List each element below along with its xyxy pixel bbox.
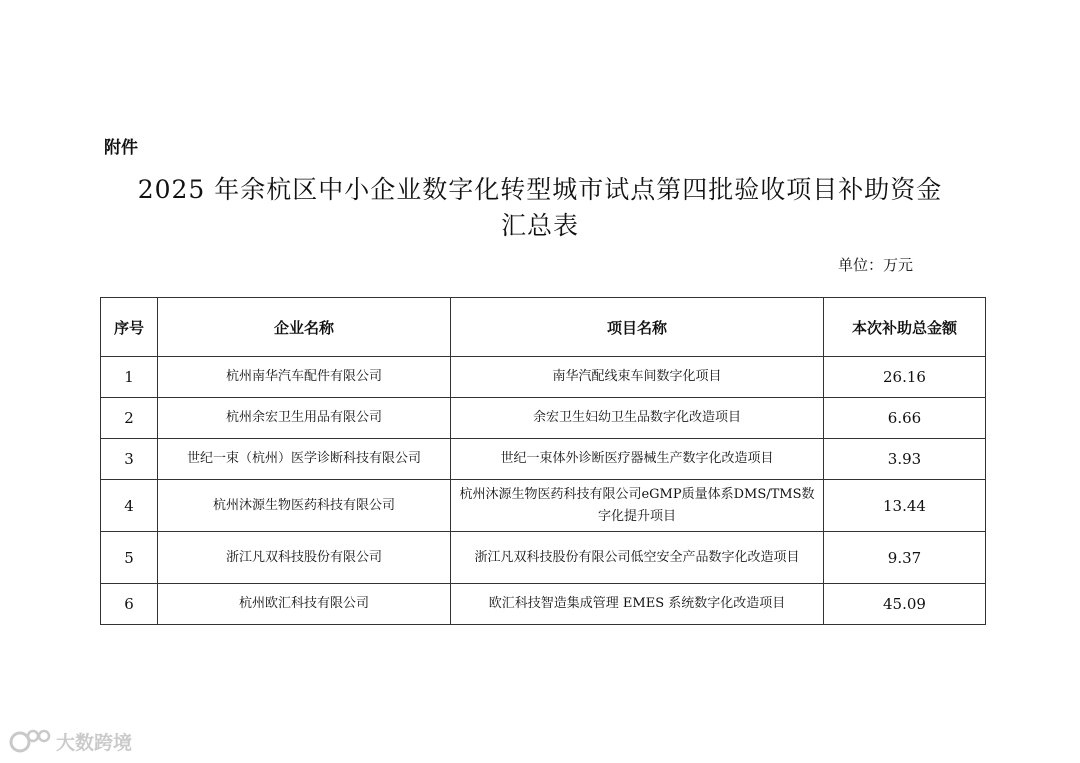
header-amount: 本次补助总金额: [824, 298, 986, 357]
cell-company: 杭州南华汽车配件有限公司: [158, 357, 451, 398]
cell-serial: 4: [101, 480, 158, 532]
cell-serial: 5: [101, 532, 158, 584]
watermark-text: 大数跨境: [56, 731, 133, 754]
cell-amount: 9.37: [824, 532, 986, 584]
cell-company: 世纪一束（杭州）医学诊断科技有限公司: [158, 439, 451, 480]
cell-project: 南华汽配线束车间数字化项目: [451, 357, 824, 398]
attachment-label: 附件: [104, 138, 138, 158]
cell-amount: 26.16: [824, 357, 986, 398]
unit-label: 单位：万元: [838, 256, 914, 274]
cell-amount: 6.66: [824, 398, 986, 439]
cell-company: 浙江凡双科技股份有限公司: [158, 532, 451, 584]
cell-serial: 6: [101, 584, 158, 625]
cell-company: 杭州欧汇科技有限公司: [158, 584, 451, 625]
cell-company: 杭州沐源生物医药科技有限公司: [158, 480, 451, 532]
header-serial: 序号: [101, 298, 158, 357]
table-row: [101, 532, 986, 584]
table-row: [101, 584, 986, 625]
table-row: [101, 398, 986, 439]
subsidy-table: [100, 297, 986, 625]
cell-company: 杭州余宏卫生用品有限公司: [158, 398, 451, 439]
table-row: [101, 439, 986, 480]
cell-project: 余宏卫生妇幼卫生品数字化改造项目: [451, 398, 824, 439]
cell-amount: 13.44: [824, 480, 986, 532]
watermark: [8, 726, 132, 756]
cell-serial: 2: [101, 398, 158, 439]
document-title-continued: 汇总表: [500, 211, 579, 240]
cell-project: 欧汇科技智造集成管理 EMES 系统数字化改造项目: [451, 584, 824, 625]
document-title: 2025 年余杭区中小企业数字化转型城市试点第四批验收项目补助资金: [137, 175, 943, 204]
header-project: 项目名称: [451, 298, 824, 357]
cell-project: 世纪一束体外诊断医疗器械生产数字化改造项目: [451, 439, 824, 480]
cell-amount: 45.09: [824, 584, 986, 625]
cell-serial: 3: [101, 439, 158, 480]
table-row: [101, 357, 986, 398]
cell-project: 浙江凡双科技股份有限公司低空安全产品数字化改造项目: [451, 532, 824, 584]
header-company: 企业名称: [158, 298, 451, 357]
table-header-row: [101, 298, 986, 357]
cell-project: 杭州沐源生物医药科技有限公司eGMP质量体系DMS/TMS数字化提升项目: [451, 480, 824, 532]
cell-amount: 3.93: [824, 439, 986, 480]
brand-logo-icon: [8, 726, 52, 756]
table-row: [101, 480, 986, 532]
cell-serial: 1: [101, 357, 158, 398]
